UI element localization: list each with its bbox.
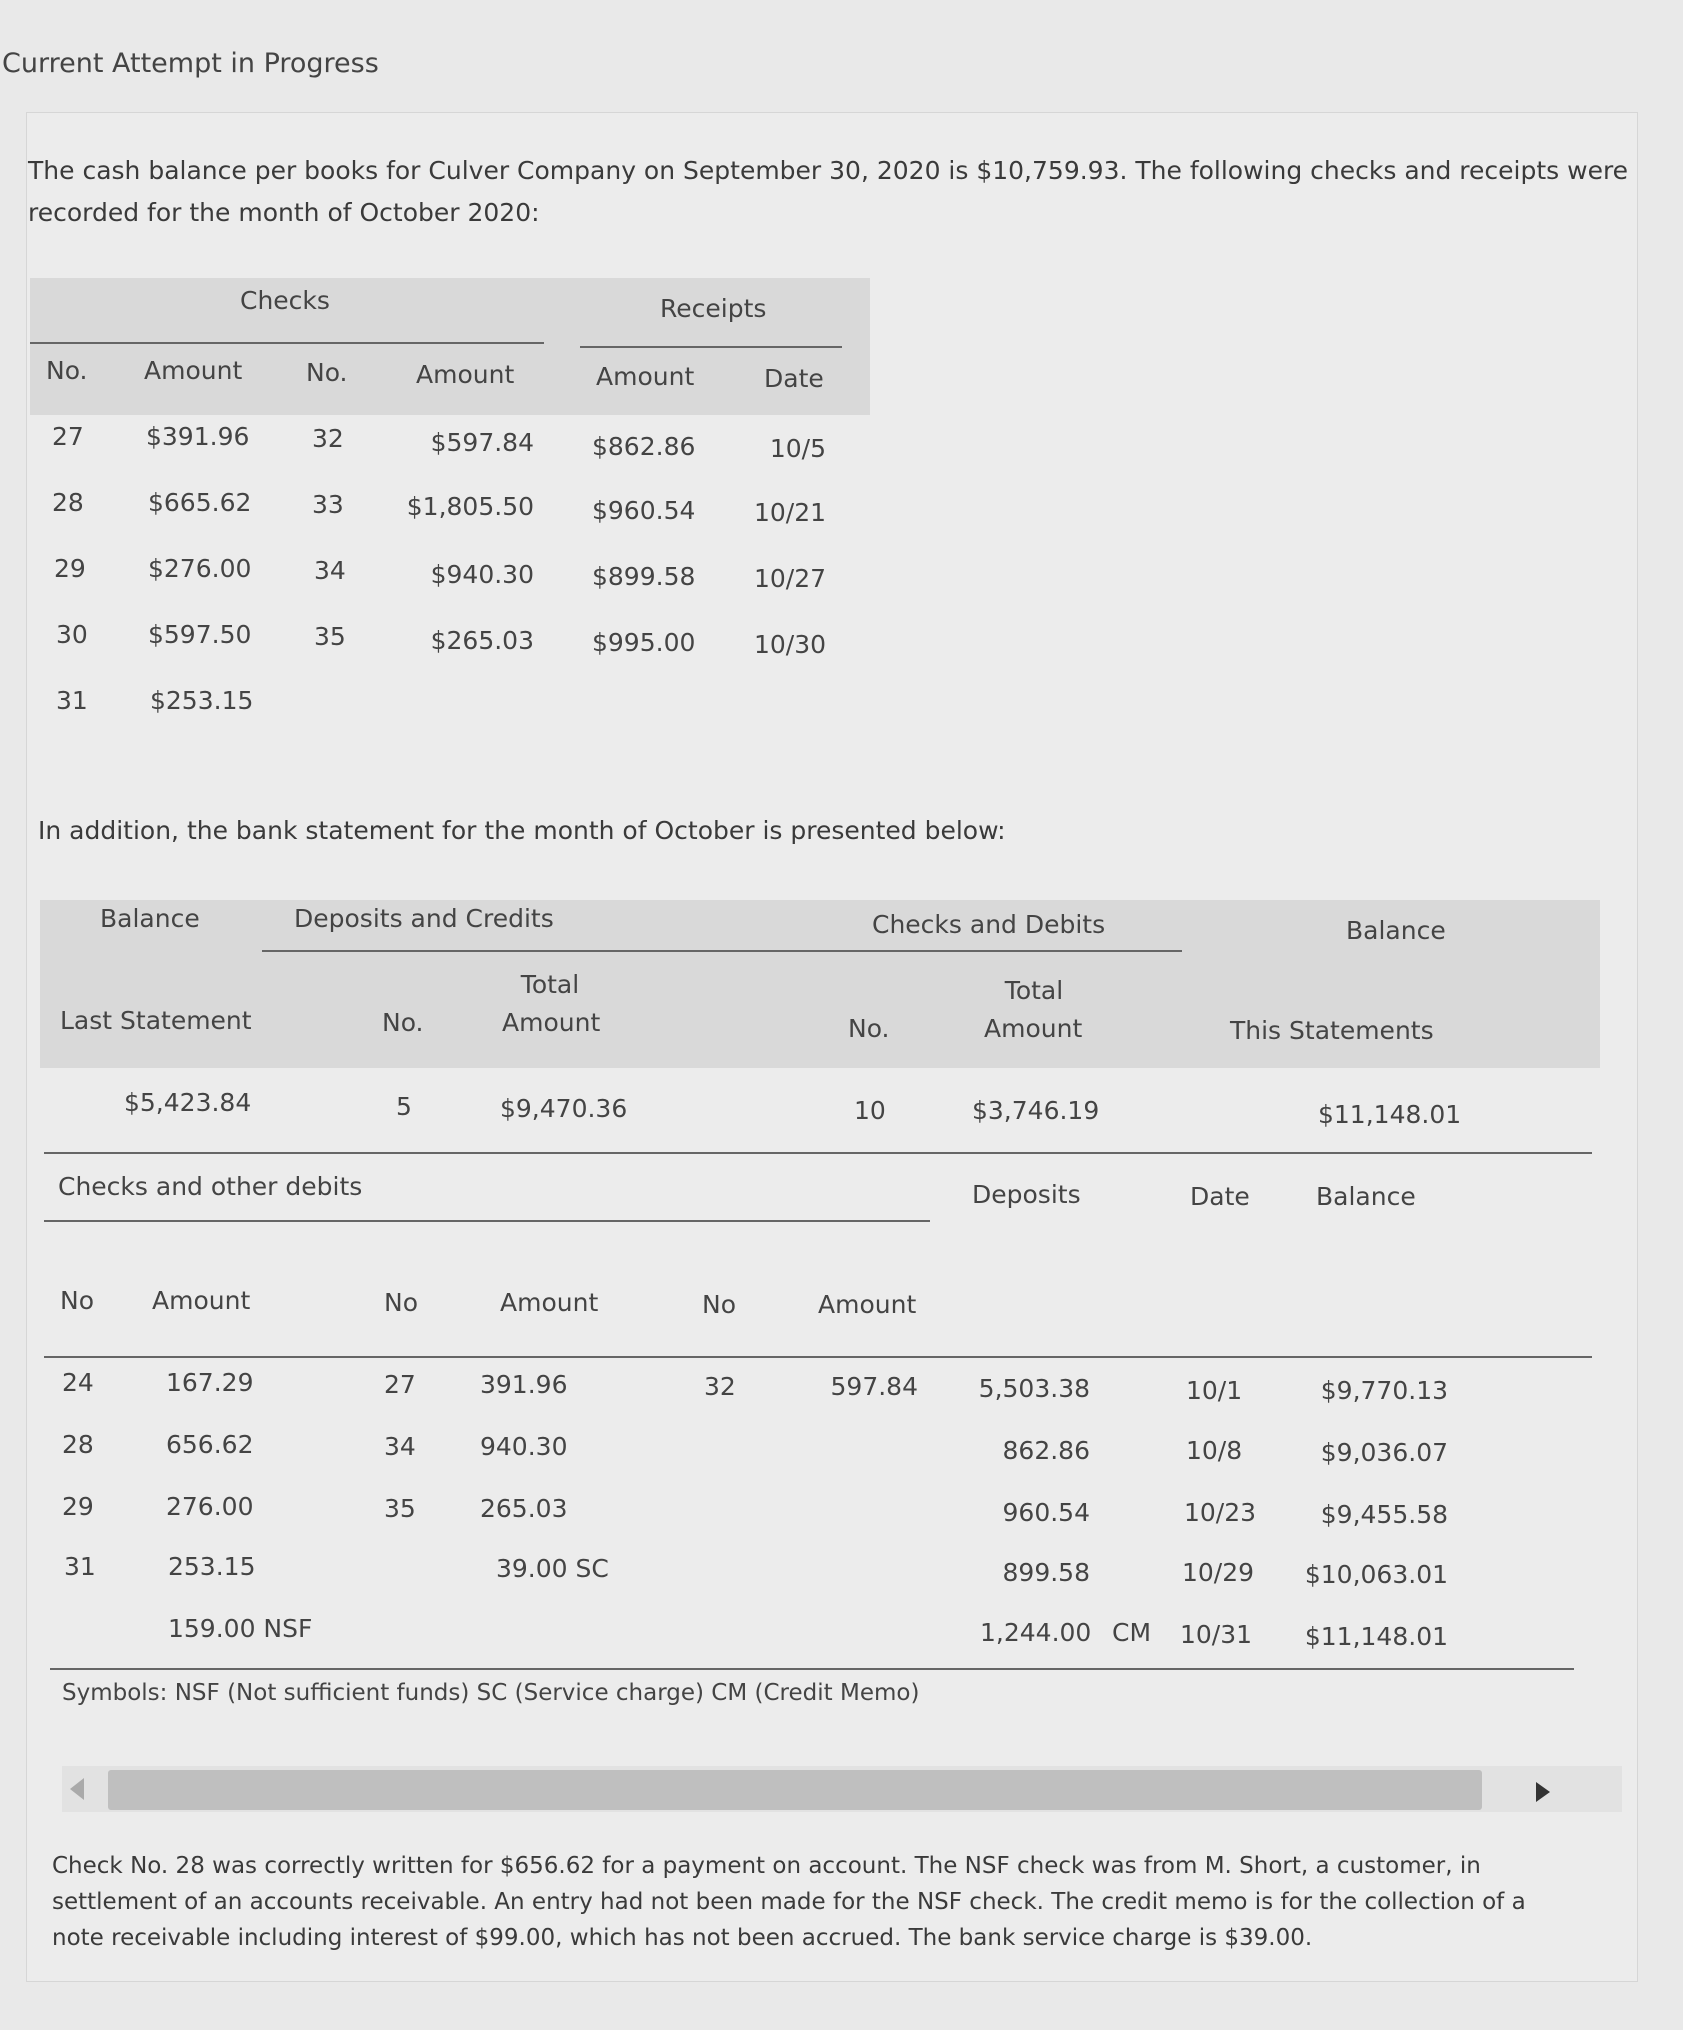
check-amount: $265.03 — [430, 626, 534, 655]
check-no: 28 — [52, 488, 84, 517]
debit-no: 27 — [384, 1370, 416, 1399]
check-amount: $665.62 — [148, 488, 252, 517]
entry-date: 10/8 — [1186, 1436, 1243, 1465]
check-amount: $597.84 — [430, 428, 534, 457]
running-balance: $11,148.01 — [1304, 1622, 1448, 1651]
summary-rule — [44, 1152, 1592, 1154]
check-no: 27 — [52, 422, 84, 451]
checks-other-debits-label: Checks and other debits — [58, 1172, 363, 1201]
debit-amount: 597.84 — [830, 1372, 918, 1401]
receipt-amount: $899.58 — [592, 562, 696, 591]
running-balance: $9,455.58 — [1320, 1500, 1448, 1529]
check-amount: $940.30 — [430, 560, 534, 589]
receipt-amount: $995.00 — [592, 628, 696, 657]
col-header-no-2: No. — [306, 358, 348, 387]
col-amount-a: Amount — [152, 1286, 251, 1315]
addition-text: In addition, the bank statement for the month of October is presented below: — [38, 816, 1006, 845]
check-amount: $276.00 — [148, 554, 252, 583]
running-balance: $10,063.01 — [1304, 1560, 1448, 1589]
scroll-left-icon[interactable] — [70, 1778, 84, 1800]
deposit-amount: 862.86 — [1002, 1436, 1090, 1465]
detail-header-rule — [44, 1356, 1592, 1358]
deposit-amount: 1,244.00 — [980, 1618, 1092, 1647]
chk-total-label: Total — [1004, 976, 1064, 1005]
entry-date: 10/29 — [1182, 1558, 1255, 1587]
check-amount: $597.50 — [148, 620, 252, 649]
balance-col-label: Balance — [1316, 1182, 1416, 1211]
balance-header: Balance — [100, 904, 200, 933]
chk-total: $3,746.19 — [972, 1096, 1100, 1125]
debit-amount: 159.00 NSF — [168, 1614, 313, 1643]
receipts-group-header: Receipts — [660, 294, 767, 323]
debit-no: 31 — [64, 1552, 96, 1581]
check-no: 33 — [312, 490, 344, 519]
check-no: 29 — [54, 554, 86, 583]
intro-text — [28, 150, 1628, 234]
group-rule — [262, 950, 1182, 952]
note-line-3: note receivable including interest of $99.00, which has not been accrued. The bank service charge is $39.00. — [52, 1925, 1313, 1951]
date-label: Date — [1190, 1182, 1250, 1211]
debit-no: 28 — [62, 1430, 94, 1459]
deposit-amount: 5,503.38 — [978, 1374, 1090, 1403]
intro-line-1: The cash balance per books for Culver Company on September 30, 2020 is $10,759.93. The following checks and receipts were — [28, 156, 1629, 185]
dep-no-label: No. — [382, 1008, 424, 1037]
col-header-amount-1: Amount — [144, 356, 243, 385]
check-no: 32 — [312, 424, 344, 453]
chk-count: 10 — [854, 1096, 886, 1125]
check-no: 31 — [56, 686, 88, 715]
chk-no-label: No. — [848, 1014, 890, 1043]
entry-date: 10/1 — [1186, 1376, 1243, 1405]
checks-group-header: Checks — [240, 286, 330, 315]
col-amount-b: Amount — [500, 1288, 599, 1317]
debit-amount: 391.96 — [480, 1370, 568, 1399]
debit-amount: 265.03 — [480, 1494, 568, 1523]
last-balance: $5,423.84 — [124, 1088, 252, 1117]
balance-right-header: Balance — [1346, 916, 1446, 945]
check-amount: $391.96 — [146, 422, 250, 451]
receipts-group-rule — [580, 346, 842, 348]
dep-total: $9,470.36 — [500, 1094, 628, 1123]
dep-amount-label: Amount — [502, 1008, 601, 1037]
check-amount: $253.15 — [150, 686, 254, 715]
debit-amount: 39.00 SC — [496, 1554, 609, 1583]
note-text — [52, 1848, 1526, 1956]
running-balance: $9,036.07 — [1320, 1438, 1448, 1467]
debit-amount: 656.62 — [166, 1430, 254, 1459]
debit-no: 32 — [704, 1372, 736, 1401]
checks-debits-header: Checks and Debits — [872, 910, 1106, 939]
note-line-2: settlement of an accounts receivable. An entry had not been made for the NSF check. The credit memo is for the collection of a — [52, 1889, 1526, 1915]
note-line-1: Check No. 28 was correctly written for $656.62 for a payment on account. The NSF check was from M. Short, a customer, in — [52, 1853, 1481, 1879]
page-heading: Current Attempt in Progress — [2, 48, 379, 79]
debit-no: 35 — [384, 1494, 416, 1523]
dep-count: 5 — [396, 1092, 412, 1121]
deposit-amount: 899.58 — [1002, 1558, 1090, 1587]
receipt-amount: $862.86 — [592, 432, 696, 461]
deposit-amount: 960.54 — [1002, 1498, 1090, 1527]
entry-date: 10/31 — [1180, 1620, 1253, 1649]
debit-amount: 167.29 — [166, 1368, 254, 1397]
col-amount-c: Amount — [818, 1290, 917, 1319]
check-amount: $1,805.50 — [406, 492, 534, 521]
receipt-date: 10/5 — [769, 434, 826, 463]
debit-amount: 276.00 — [166, 1492, 254, 1521]
this-balance: $11,148.01 — [1318, 1100, 1462, 1129]
col-no-a: No — [60, 1286, 94, 1315]
this-statements-label: This Statements — [1230, 1016, 1434, 1045]
debit-amount: 253.15 — [168, 1552, 256, 1581]
check-no: 30 — [56, 620, 88, 649]
deposits-credits-header: Deposits and Credits — [294, 904, 554, 933]
col-header-receipt-amount: Amount — [596, 362, 695, 391]
deposit-code: CM — [1112, 1618, 1152, 1647]
col-header-amount-2: Amount — [416, 360, 515, 389]
scroll-right-icon[interactable] — [1536, 1782, 1550, 1802]
receipt-date: 10/21 — [753, 498, 826, 527]
debit-no: 29 — [62, 1492, 94, 1521]
debit-amount: 940.30 — [480, 1432, 568, 1461]
chk-amount-label: Amount — [984, 1014, 1083, 1043]
scrollbar-thumb[interactable] — [108, 1770, 1482, 1810]
debit-no: 34 — [384, 1432, 416, 1461]
detail-bottom-rule — [50, 1668, 1574, 1670]
checks-group-rule — [30, 342, 544, 344]
deposits-label: Deposits — [972, 1180, 1081, 1209]
debit-no: 24 — [62, 1368, 94, 1397]
receipt-date: 10/27 — [753, 564, 826, 593]
debits-rule — [44, 1220, 930, 1222]
col-header-no-1: No. — [46, 356, 88, 385]
dep-total-label: Total — [520, 970, 580, 999]
intro-line-2: recorded for the month of October 2020: — [28, 198, 540, 227]
col-no-b: No — [384, 1288, 418, 1317]
check-no: 35 — [314, 622, 346, 651]
receipt-date: 10/30 — [753, 630, 826, 659]
entry-date: 10/23 — [1184, 1498, 1257, 1527]
running-balance: $9,770.13 — [1320, 1376, 1448, 1405]
receipt-amount: $960.54 — [592, 496, 696, 525]
col-header-receipt-date: Date — [764, 364, 824, 393]
symbols-legend: Symbols: NSF (Not sufficient funds) SC (Service charge) CM (Credit Memo) — [62, 1680, 920, 1706]
col-no-c: No — [702, 1290, 736, 1319]
last-statement-label: Last Statement — [60, 1006, 252, 1035]
check-no: 34 — [314, 556, 346, 585]
